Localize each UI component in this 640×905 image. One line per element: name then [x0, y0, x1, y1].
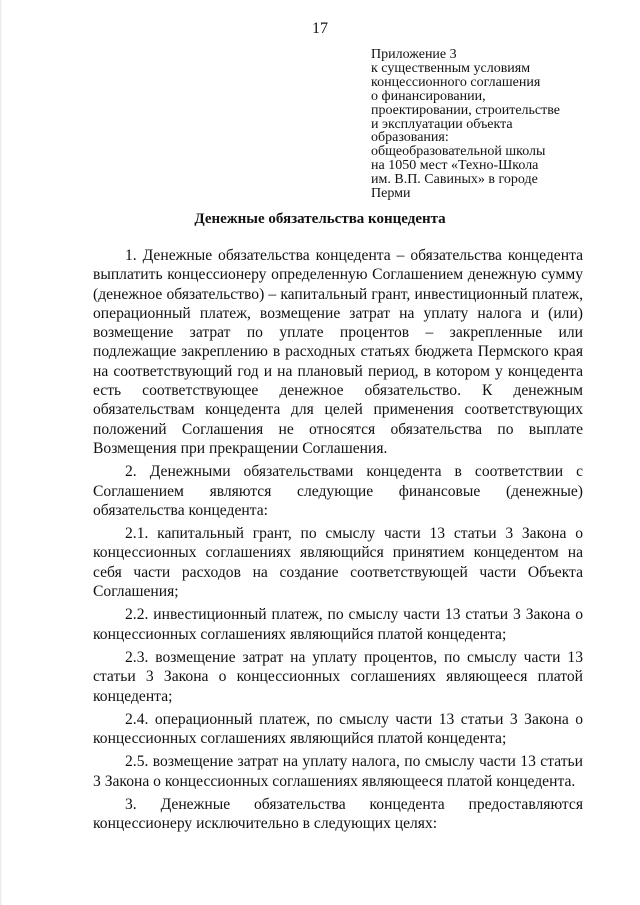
paragraph-1: 1. Денежные обязательства концедента – обязательства концедента выплатить концессионеру определенную Соглашением денежную сумму (денежное обязательство) – капитальный грант, инвестиционный платеж, операционный платеж, возмещение затрат на уплату налога и (или) возмещение затрат по уплате процентов – закрепленные или подлежащие закреплению в расходных статьях бюджета Пермского края на соответствующий год и на плановый период, в котором у концедента есть соответствующее денежное обязательство. К денежным обязательствам концедента для целей применения соответствующих положений Соглашения не относятся обязательства по выплате Возмещения при прекращении Соглашения. [93, 247, 583, 457]
paragraph-2-1: 2.1. капитальный грант, по смыслу части 13 статьи 3 Закона о концессионных соглашениях являющийся принятием концедентом на себя части расходов на создание соответствующей части Объекта Соглашения; [93, 525, 583, 601]
annex-line: Перми [371, 186, 411, 202]
paragraph-2: 2. Денежными обязательствами концедента в соответствии с Соглашением являются следующие финансовые (денежные) обязательства концедента: [93, 463, 583, 519]
annex-line: общеобразовательной школы [371, 144, 546, 160]
paragraph-2-3: 2.3. возмещение затрат на уплату процентов, по смыслу части 13 статьи 3 Закона о концессионных соглашениях являющееся платой концедента; [93, 648, 583, 705]
annex-line: проектировании, строительстве [371, 102, 560, 118]
annex-line: к существенным условиям [371, 60, 531, 76]
paragraph-2-2: 2.2. инвестиционный платеж, по смыслу части 13 статьи 3 Закона о концессионных соглашениях являющийся платой концедента; [93, 606, 583, 643]
annex-header [371, 48, 611, 201]
annex-line: концессионного соглашения [371, 74, 541, 90]
annex-line: им. В.П. Савиных» в городе [371, 172, 538, 188]
scan-edge [0, 0, 2, 905]
annex-line: на 1050 мест «Техно-Школа [371, 158, 539, 174]
document-title: Денежные обязательства концедента [194, 211, 446, 227]
annex-line: образования: [371, 130, 449, 146]
document-body [93, 246, 583, 838]
annex-line: и эксплуатации объекта [371, 116, 513, 132]
paragraph-2-5: 2.5. возмещение затрат на уплату налога, по смыслу части 13 статьи 3 Закона о концессионных соглашениях являющееся платой концедента. [93, 753, 583, 790]
paragraph-3: 3. Денежные обязательства концедента предоставляются концессионеру исключительно в следующих целях: [93, 796, 583, 833]
paragraph-2-4: 2.4. операционный платеж, по смыслу части 13 статьи 3 Закона о концессионных соглашениях являющийся платой концедента; [93, 710, 583, 748]
page-number: 17 [312, 20, 328, 37]
annex-line: Приложение 3 [371, 47, 457, 62]
annex-line: о финансировании, [371, 88, 486, 104]
